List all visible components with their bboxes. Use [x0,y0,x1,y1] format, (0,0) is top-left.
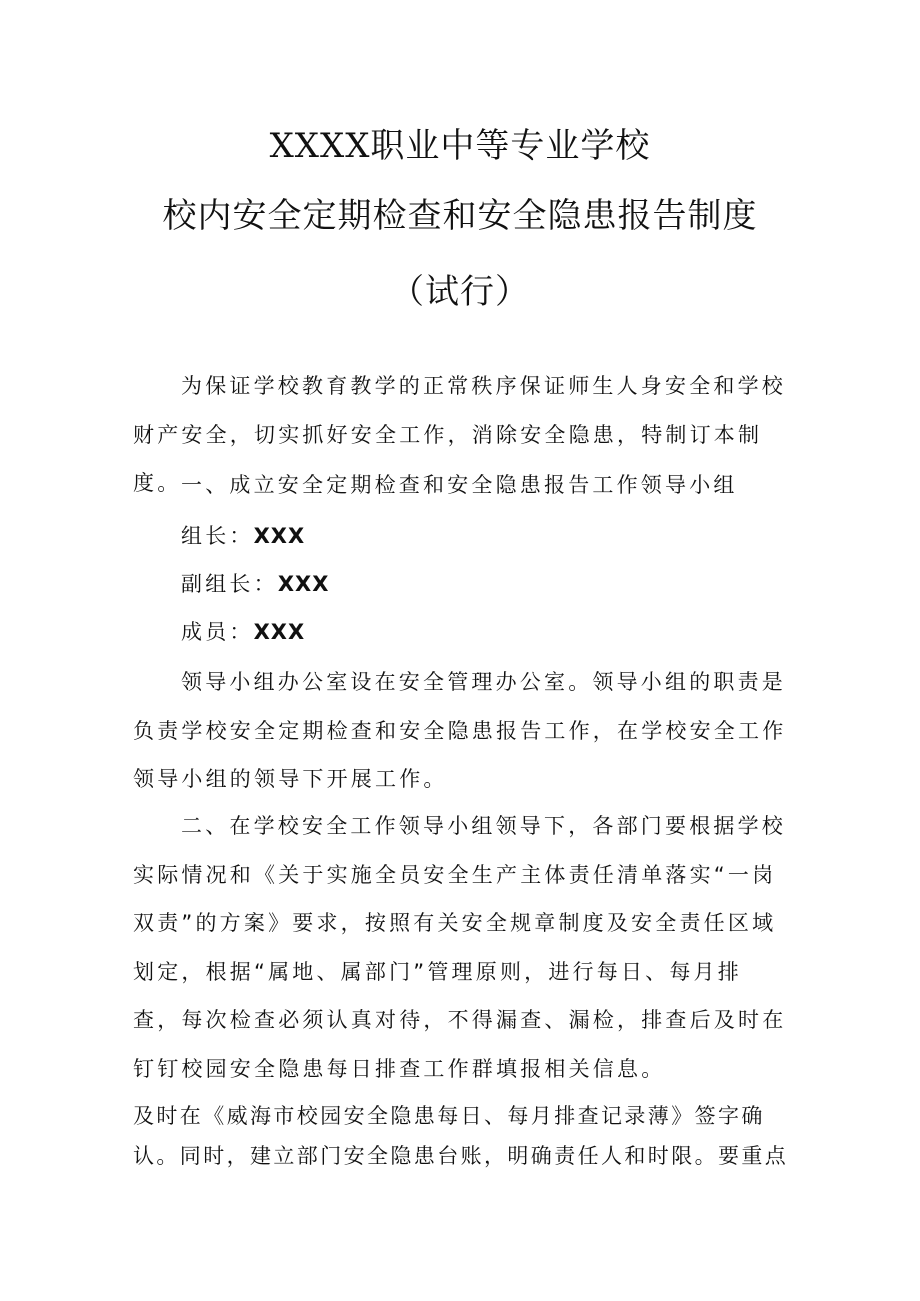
section-one-heading: 一、成立安全定期检查和安全隐患报告工作领导小组 [181,473,738,497]
deputy-leader-label: 副组长： [181,572,278,596]
document-title-trial: （试行） [390,272,530,312]
section-two-paragraph: 二、在学校安全工作领导小组领导下，各部门要根据学校实际情况和《关于实施全员安全生产主体责任清单落实“一岗双责”的方案》要求，按照有关安全规章制度及安全责任区域划定，根据“属地、属部门”管理原则，进行每日、每月排查，每次检查必须认真对待，不得漏查、漏检，排查后及时在钉钉校园安全隐患每日排查工作群填报相关信息。 [133,814,787,1081]
deputy-leader-row [181,560,329,608]
document-title-school: XXXX职业中等专业学校 [269,126,651,166]
leader-row [181,512,305,560]
member-name: XXX [253,620,306,644]
deputy-leader-name: XXX [277,572,330,596]
leader-label: 组长： [181,524,254,548]
leader-name: XXX [253,524,306,548]
final-paragraph: 及时在《威海市校园安全隐患每日、每月排查记录薄》签字确认。同时，建立部门安全隐患台账，明确责任人和时限。要重点 [133,1104,789,1168]
intro-paragraph: 为保证学校教育教学的正常秩序保证师生人身安全和学校财产安全，切实抓好安全工作，消除安全隐患，特制订本制度。 [133,374,786,495]
office-paragraph: 领导小组办公室设在安全管理办公室。领导小组的职责是负责学校安全定期检查和安全隐患报告工作，在学校安全工作领导小组的领导下开展工作。 [133,670,787,791]
document-title-regulation: 校内安全定期检查和安全隐患报告制度 [162,196,758,236]
member-row [181,608,305,656]
member-label: 成员： [181,620,254,644]
